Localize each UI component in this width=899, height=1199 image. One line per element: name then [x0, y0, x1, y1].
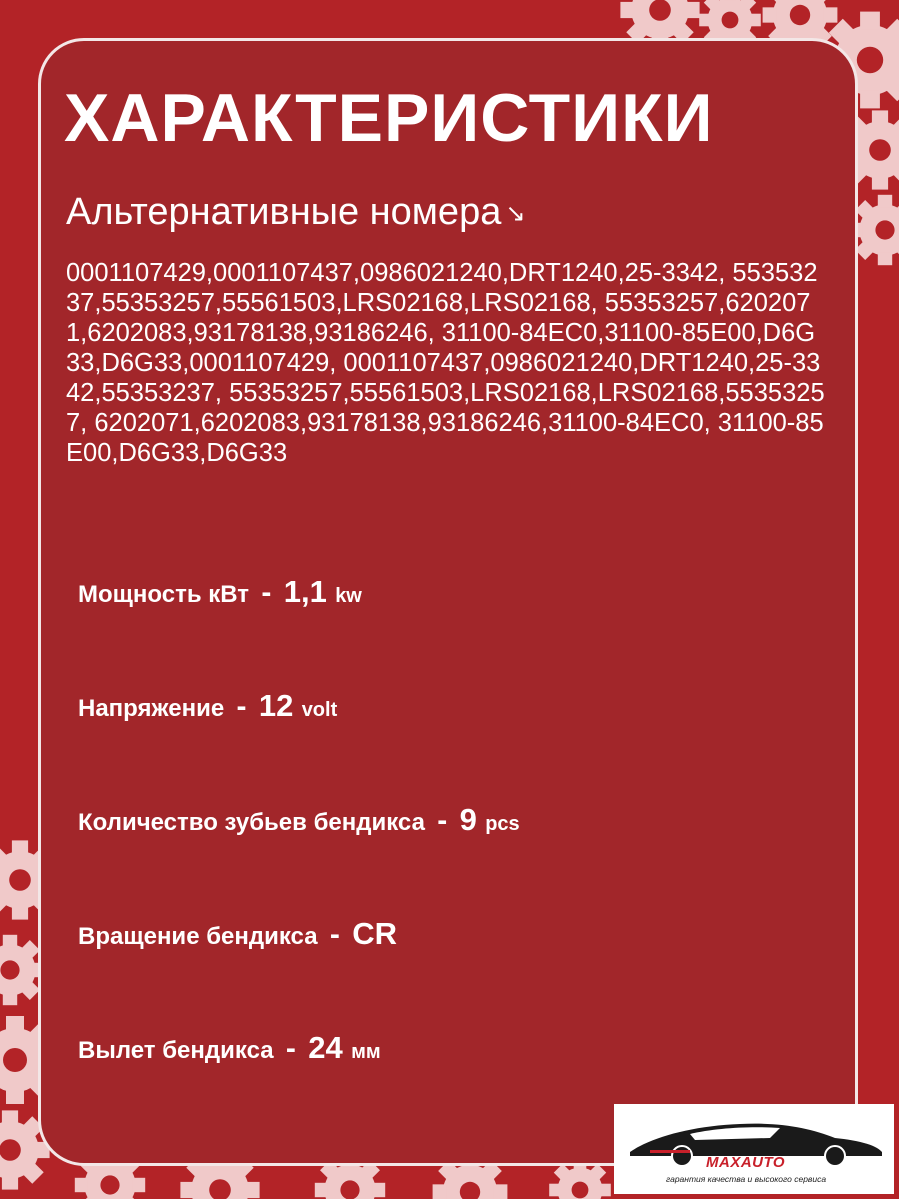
- spec-rotation: [78, 914, 397, 958]
- spec-unit: kw: [335, 585, 362, 607]
- brand-name: MAXAUTO: [706, 1154, 786, 1171]
- spec-unit: volt: [301, 699, 338, 721]
- spec-separator: -: [437, 804, 448, 837]
- alt-numbers-heading-label: Альтернативные номера: [66, 191, 502, 233]
- maxauto-logo: [614, 1104, 894, 1194]
- spec-value: CR: [352, 916, 398, 951]
- spec-teeth: [78, 800, 520, 844]
- spec-separator: -: [285, 1032, 296, 1065]
- spec-value: 1,1: [283, 574, 327, 609]
- alt-numbers-list: 0001107429,0001107437,0986021240,DRT1240,25-3342, 55353237,55353257,55561503,LRS02168,LRS02168, 55353257,6202071,6202083,93178138,93186246, 31100-84EC0,31100-85E00,D6G33,D6G33,0001107429, 0001107437,0986021240,DRT1240,25-3342,55353237, 55353257,55561503,LRS02168,LRS02168,55353257, 6202071,6202083,93178138,93186246,31100-84EC0, 31100-85E00,D6G33,D6G33: [66, 259, 825, 467]
- spec-unit: мм: [351, 1041, 381, 1063]
- arrow-down-right-icon: ↘: [505, 199, 526, 227]
- spec-label: Мощность кВт: [78, 581, 250, 608]
- brand-tagline: гарантия качества и высокого сервиса: [666, 1174, 827, 1184]
- page-title: ХАРАКТЕРИСТИКИ: [64, 80, 714, 156]
- spec-value: 12: [258, 688, 294, 723]
- spec-reach: [78, 1028, 381, 1072]
- spec-power: [78, 572, 362, 616]
- spec-value: 24: [308, 1030, 343, 1065]
- spec-separator: -: [236, 690, 247, 723]
- spec-label: Напряжение: [78, 695, 225, 722]
- spec-unit: pcs: [485, 813, 520, 835]
- spec-separator: -: [261, 576, 272, 609]
- spec-voltage: [78, 686, 337, 730]
- spec-value: 9: [459, 802, 477, 837]
- spec-label: Количество зубьев бендикса: [78, 809, 425, 836]
- spec-separator: -: [329, 918, 340, 951]
- spec-label: Вылет бендикса: [78, 1037, 274, 1064]
- spec-label: Вращение бендикса: [78, 923, 318, 950]
- alt-numbers-heading: [66, 188, 525, 238]
